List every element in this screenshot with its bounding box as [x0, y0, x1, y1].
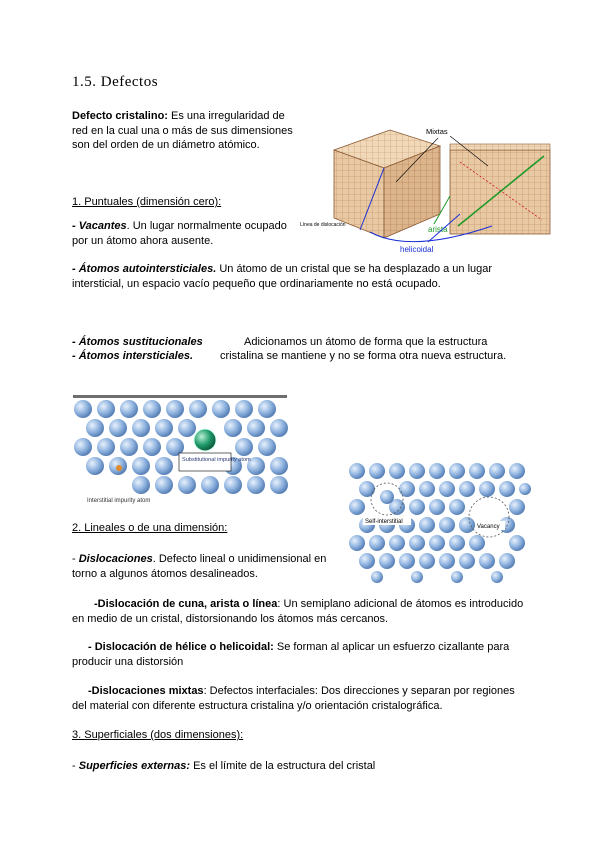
- impurity-figure: [73, 395, 287, 504]
- label-interstitial: Interstitial impurity atom: [87, 498, 151, 504]
- page-title: 1.5. Defectos: [72, 74, 159, 90]
- cube-3d: [334, 130, 440, 238]
- cube-front-view: [450, 144, 550, 234]
- dislocaciones-term: Dislocaciones: [78, 553, 153, 565]
- dislocation-figure: [300, 122, 562, 260]
- helice-paragraph: [72, 640, 532, 669]
- label-linea: Línea de dislocación: [300, 222, 346, 228]
- label-self-interstitial: Self-interstitial: [365, 519, 403, 525]
- helice-text: Se forman al aplicar un esfuerzo cizallante para producir una distorsión: [72, 641, 510, 668]
- section3-heading: 3. Superficiales (dos dimensiones):: [72, 729, 244, 741]
- sustitucionales-text: Adicionamos un átomo de forma que la estructura: [244, 336, 488, 348]
- autointersticiales-term: - Átomos autointersticiales.: [72, 263, 217, 275]
- helice-term: - Dislocación de hélice o helicoidal:: [88, 641, 274, 653]
- vacantes-text: . Un lugar normalmente ocupado por un átomo ahora ausente.: [72, 220, 287, 247]
- superficies-text: Es el límite de la estructura del cristal: [190, 760, 376, 772]
- mixtas-term: -Dislocaciones mixtas: [88, 685, 204, 697]
- section2-heading: 2. Lineales o de una dimensión:: [72, 522, 228, 534]
- intro-text: Es una irregularidad de red en la cual una o más de sus dimensiones son del orden de un diámetro atómico.: [72, 110, 293, 151]
- sustitucionales-term: - Átomos sustitucionales: [72, 336, 203, 348]
- vacantes-paragraph: [72, 219, 294, 248]
- autointersticiales-paragraph: [72, 262, 504, 291]
- mixtas-paragraph: [72, 684, 532, 713]
- section1-heading: 1. Puntuales (dimensión cero):: [72, 196, 222, 208]
- autointersticiales-text: Un átomo de un cristal que se ha desplazado a un lugar intersticial, un espacio vacío pequeño que ordinariamente no está ocupado.: [72, 263, 493, 290]
- interstitial-atom: [116, 465, 122, 471]
- vacantes-term: - Vacantes: [72, 220, 127, 232]
- intro-paragraph: [72, 109, 294, 153]
- cuna-term: -Dislocación de cuna, arista o línea: [94, 598, 278, 610]
- dislocaciones-paragraph: - Dislocaciones. Defecto lineal o unidimensional en torno a algunos átomos desalineados.: [72, 553, 327, 580]
- intersticiales-term: - Átomos intersticiales.: [72, 350, 194, 362]
- label-substitutional: Substitutional impurity atom: [182, 457, 251, 463]
- label-helicoidal: helicoidal: [400, 245, 434, 254]
- atom-lattice: [74, 400, 288, 494]
- vacancy-figure: [349, 461, 531, 579]
- dislocaciones-text: . Defecto lineal o unidimensional en torno a algunos átomos desalineados.: [72, 553, 327, 580]
- label-mixtas: Mixtas: [426, 127, 448, 136]
- superficies-term: Superficies externas:: [78, 760, 191, 772]
- intersticiales-text: cristalina se mantiene y no se forma otra nueva estructura.: [220, 350, 507, 362]
- superficies-paragraph: - Superficies externas: Es el límite de la estructura del cristal: [72, 760, 376, 772]
- label-arista: arista: [428, 225, 448, 234]
- mixtas-text: : Defectos interfaciales: Dos direcciones y separan por regiones del material con diferente estructura cristalina y/o orientación cristalográfica.: [72, 685, 515, 712]
- cuna-paragraph: [72, 597, 532, 626]
- cuna-text: : Un semiplano adicional de átomos es introducido en medio de un cristal, distorsionando los átomos más cercanos.: [72, 598, 524, 625]
- substitutional-atom: [194, 429, 216, 451]
- label-vacancy: Vacancy: [477, 524, 500, 530]
- intro-term: Defecto cristalino:: [72, 110, 168, 122]
